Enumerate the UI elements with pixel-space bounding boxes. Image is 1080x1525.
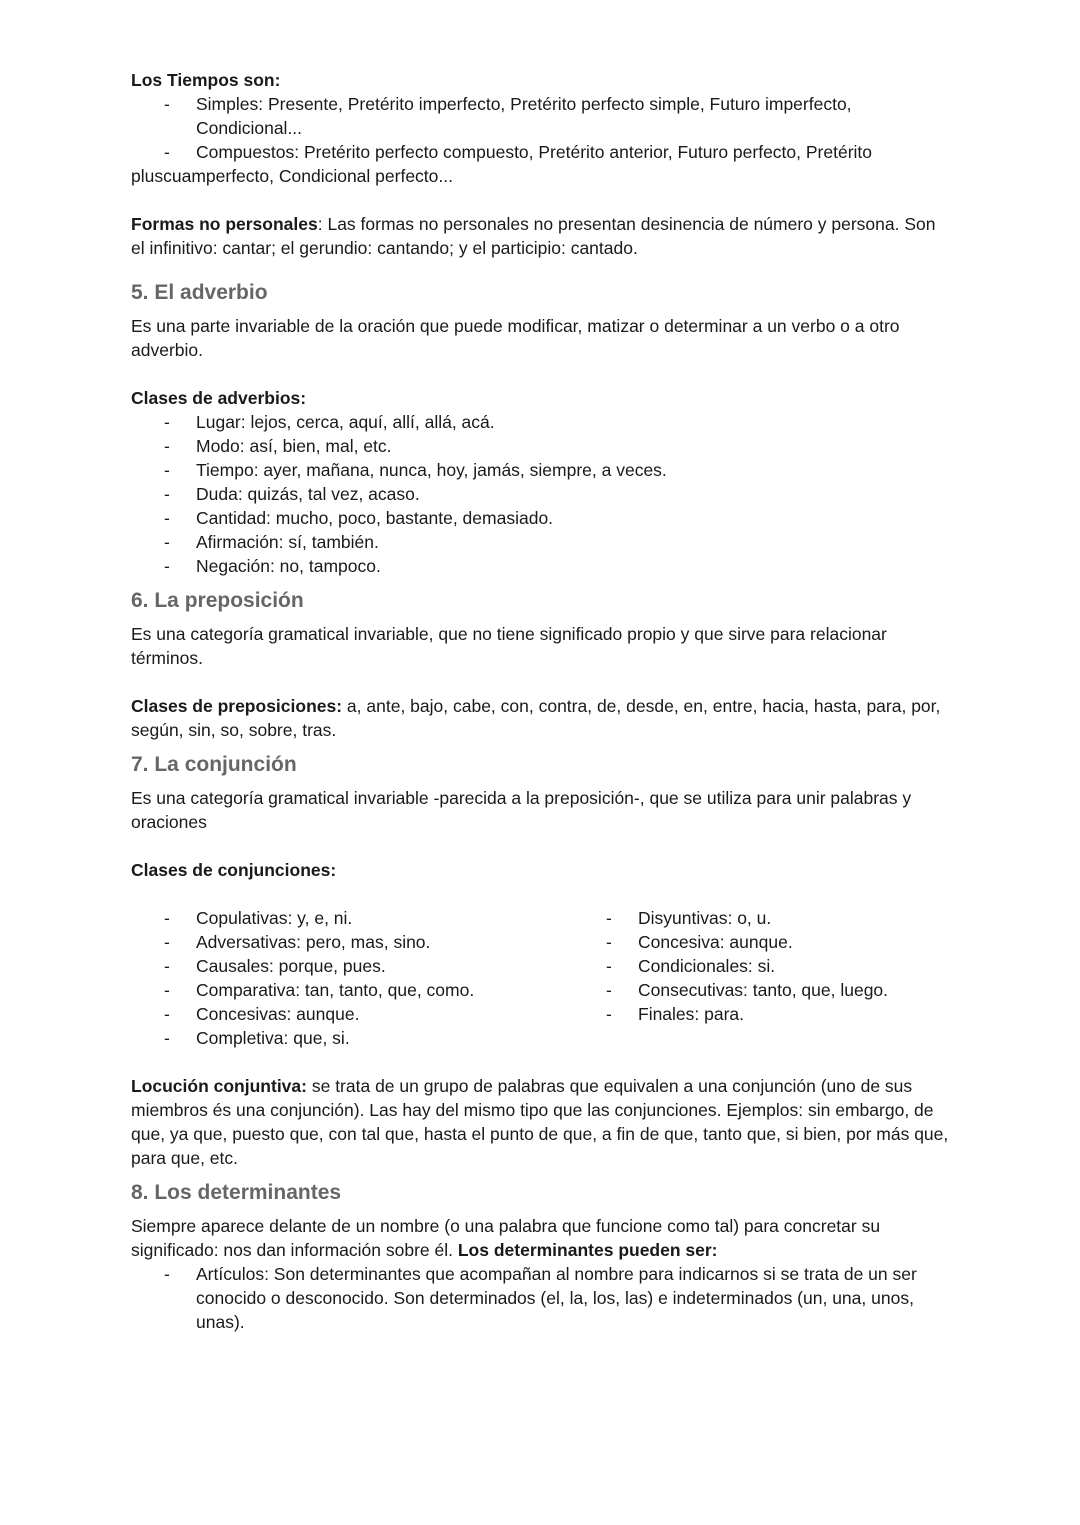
list-item: - Afirmación: sí, también. <box>131 530 951 554</box>
adverbio-clases-heading: Clases de adverbios: <box>131 388 307 408</box>
list-item: - Comparativa: tan, tanto, que, como. <box>131 978 573 1002</box>
section-title-conjuncion: 7. La conjunción <box>131 753 297 776</box>
list-item: - Completiva: que, si. <box>131 1026 573 1050</box>
locucion-paragraph <box>131 1074 951 1170</box>
list-item: - Copulativas: y, e, ni. <box>131 906 573 930</box>
list-item: - Duda: quizás, tal vez, acaso. <box>131 482 951 506</box>
conjuncion-list-right <box>573 906 951 1050</box>
preposicion-clases-label: Clases de preposiciones: <box>131 696 343 716</box>
preposicion-clases-text: a, ante, bajo, cabe, con, contra, de, desde, en, entre, hacia, hasta, para, por, según, sin, so, sobre, tras. <box>131 696 941 740</box>
conjuncion-list-left <box>131 906 573 1050</box>
list-item: - Cantidad: mucho, poco, bastante, demasiado. <box>131 506 951 530</box>
list-item: - Modo: así, bien, mal, etc. <box>131 434 951 458</box>
list-item: - Tiempo: ayer, mañana, nunca, hoy, jamás, siempre, a veces. <box>131 458 951 482</box>
list-item: - Concesivas: aunque. <box>131 1002 573 1026</box>
section-title-adverbio: 5. El adverbio <box>131 281 268 304</box>
tiempos-heading: Los Tiempos son: <box>131 70 281 90</box>
list-item: - Adversativas: pero, mas, sino. <box>131 930 573 954</box>
list-item: - Finales: para. <box>573 1002 951 1026</box>
formas-paragraph <box>131 212 951 260</box>
preposicion-text: Es una categoría gramatical invariable, que no tiene significado propio y que sirve para relacionar términos. <box>131 624 887 668</box>
list-item: - Negación: no, tampoco. <box>131 554 951 578</box>
list-item: - Lugar: lejos, cerca, aquí, allí, allá, acá. <box>131 410 951 434</box>
determinantes-list <box>131 1262 951 1334</box>
document-page <box>131 68 951 1334</box>
tiempos-list <box>131 92 951 164</box>
determinantes-text: Siempre aparece delante de un nombre (o una palabra que funcione como tal) para concretar su significado: nos dan información sobre él. Los determinantes pueden ser: <box>131 1216 881 1260</box>
section-title-determinantes: 8. Los determinantes <box>131 1181 342 1204</box>
preposicion-clases <box>131 694 951 742</box>
adverbio-list <box>131 410 951 578</box>
locucion-label: Locución conjuntiva: <box>131 1076 307 1096</box>
section-title-preposicion: 6. La preposición <box>131 589 304 612</box>
list-item: - Artículos: Son determinantes que acompañan al nombre para indicarnos si se trata de un ser conocido o desconocido. Son determinados (el, la, los, las) e indeterminados (un, una, unos, unas). <box>131 1262 951 1334</box>
adverbio-text: Es una parte invariable de la oración que puede modificar, matizar o determinar a un verbo o a otro adverbio. <box>131 316 900 360</box>
conjuncion-text: Es una categoría gramatical invariable -parecida a la preposición-, que se utiliza para unir palabras y oraciones <box>131 788 912 832</box>
formas-text: : Las formas no personales no presentan desinencia de número y persona. Son el infinitivo: cantar; el gerundio: cantando; y el participio: cantado. <box>131 214 936 258</box>
list-item: - Condicionales: si. <box>573 954 951 978</box>
conjuncion-columns <box>131 906 951 1050</box>
formas-label: Formas no personales <box>131 214 318 234</box>
list-item: - Simples: Presente, Pretérito imperfecto, Pretérito perfecto simple, Futuro imperfecto, Condicional... <box>131 92 951 140</box>
list-item: - Compuestos: Pretérito perfecto compuesto, Pretérito anterior, Futuro perfecto, Pretérito <box>131 140 951 164</box>
conjuncion-clases-heading: Clases de conjunciones: <box>131 860 337 880</box>
list-item: - Consecutivas: tanto, que, luego. <box>573 978 951 1002</box>
tiempos-continuation: pluscuamperfecto, Condicional perfecto... <box>131 166 453 186</box>
determinantes-bold-tail: Los determinantes pueden ser: <box>457 1240 718 1260</box>
list-item: - Causales: porque, pues. <box>131 954 573 978</box>
list-item: - Concesiva: aunque. <box>573 930 951 954</box>
locucion-text: se trata de un grupo de palabras que equivalen a una conjunción (uno de sus miembros és una conjunción). Las hay del mismo tipo que las conjunciones. Ejemplos: sin embargo, de que, ya que, puesto que, con tal que, hasta el punto de que, a fin de que, tanto que, si bien, por más que, para que, etc. <box>131 1076 949 1168</box>
list-item: - Disyuntivas: o, u. <box>573 906 951 930</box>
